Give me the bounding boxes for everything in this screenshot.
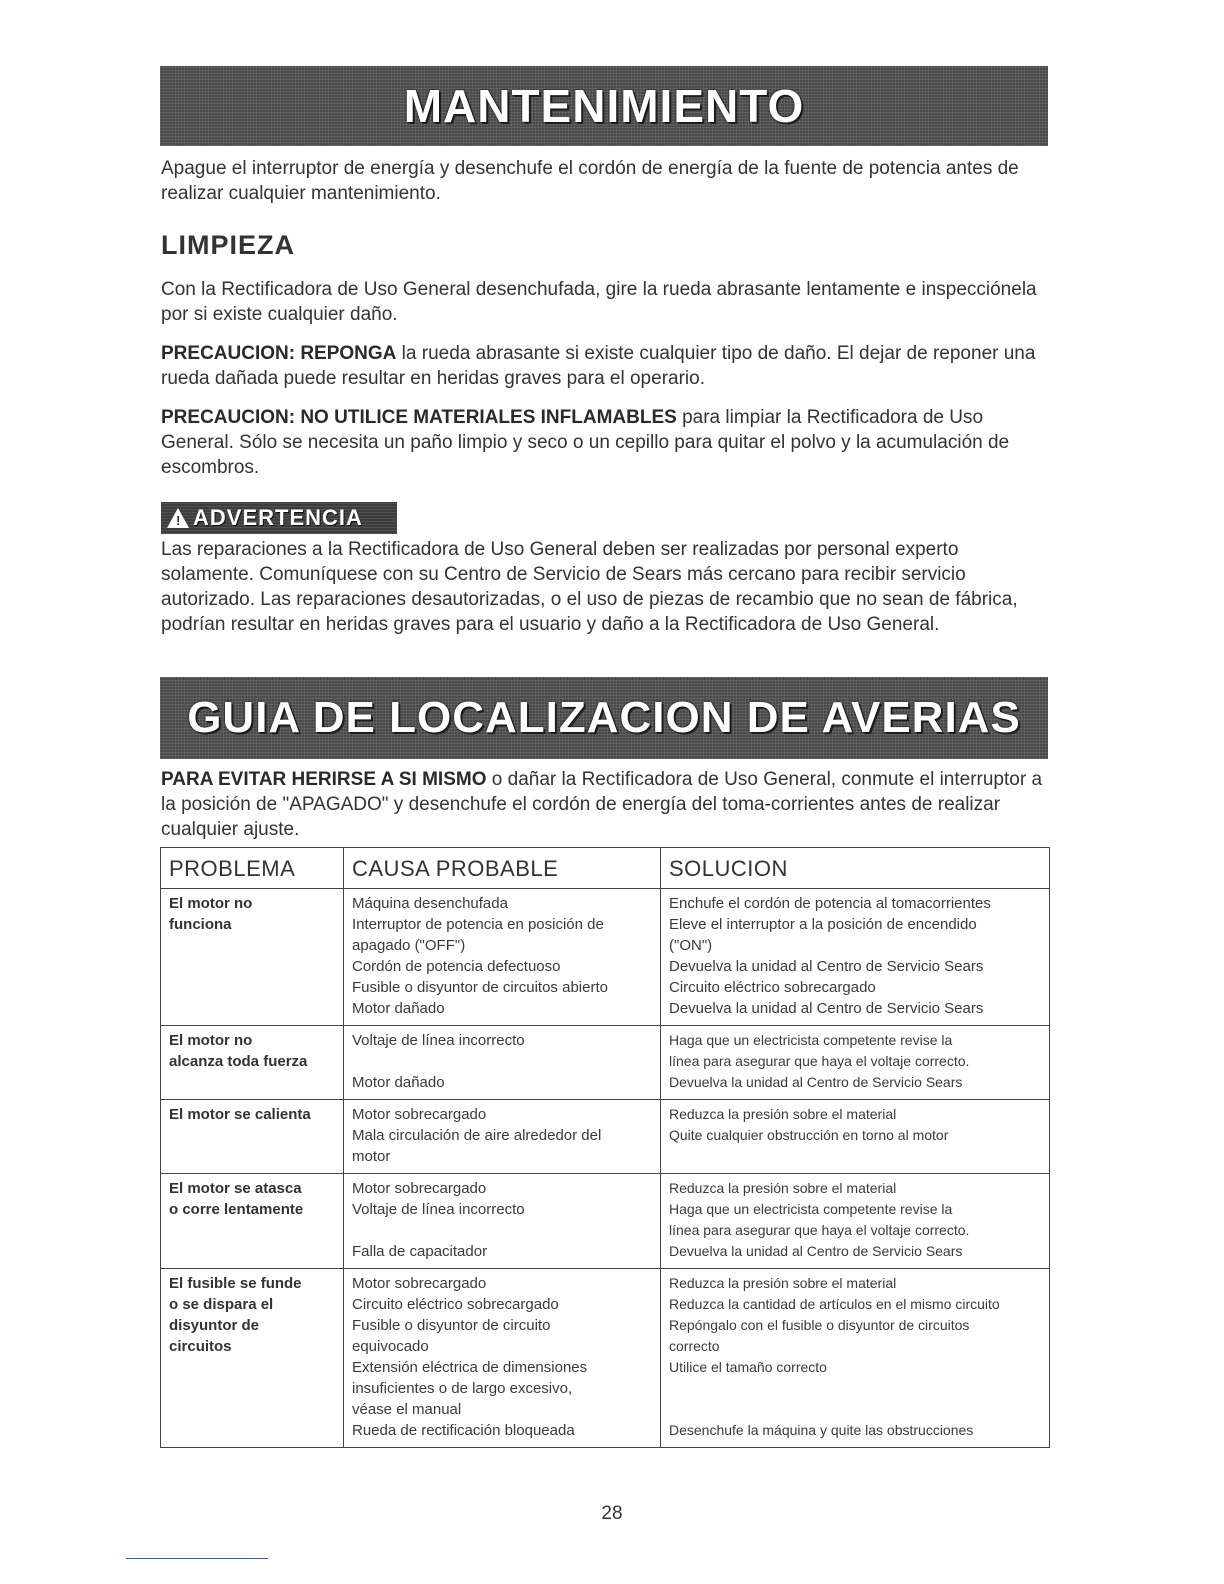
advertencia-text: Las reparaciones a la Rectificadora de Uso General deben ser realizadas por personal experto solamente. Comuníquese con su Centro de Servicio de Sears más cercano para recibir servicio autorizado. Las reparaciones desautorizadas, o el uso de piezas de recambio que no sean de fábrica, podrían resultar en heridas graves para el usuario y daño a la Rectificadora de Uso General. — [161, 539, 1018, 635]
cause-line: Fusible o disyuntor de circuitos abierto — [352, 979, 608, 996]
table-row — [161, 1269, 1050, 1448]
cause-line: Circuito eléctrico sobrecargado — [352, 1296, 559, 1313]
problem-line: El motor se calienta — [169, 1106, 311, 1123]
section-banner-mantenimiento — [160, 66, 1048, 146]
cause-line: Motor sobrecargado — [352, 1180, 487, 1197]
caution-label: PRECAUCION: NO UTILICE MATERIALES INFLAMABLES — [161, 407, 677, 428]
cause-line: Motor sobrecargado — [352, 1106, 487, 1123]
solution-line: Devuelva la unidad al Centro de Servicio Sears — [669, 1074, 963, 1090]
maintenance-intro: Apague el interruptor de energía y desenchufe el cordón de energía de la fuente de potencia antes de realizar cualquier mantenimiento. — [161, 158, 1019, 204]
caution-text: la rueda abrasante si existe cualquier tipo de daño. El dejar de reponer una rueda dañada puede resultar en heridas graves para el operario. — [161, 343, 1036, 389]
solution-line: Reduzca la presión sobre el material — [669, 1275, 897, 1291]
section-title: MANTENIMIENTO — [403, 80, 805, 132]
solution-line — [669, 1399, 1041, 1420]
problem-line: El motor se atasca — [169, 1180, 302, 1197]
precaucion-inflamables — [161, 405, 1051, 480]
footer-rule — [126, 1558, 268, 1559]
solution-cell — [661, 1269, 1050, 1448]
table-row — [161, 1026, 1050, 1100]
solution-line: Reduzca la presión sobre el material — [669, 1106, 897, 1122]
solution-cell — [661, 1174, 1050, 1269]
solution-line: Eleve el interruptor a la posición de encendido — [669, 916, 977, 933]
solution-line: línea para asegurar que haya el voltaje correcto. — [669, 1053, 970, 1069]
cause-line: Motor sobrecargado — [352, 1275, 487, 1292]
table-header-row — [161, 848, 1050, 889]
cause-line: Motor dañado — [352, 1000, 445, 1017]
cause-line: equivocado — [352, 1338, 429, 1355]
header-solucion: SOLUCION — [661, 848, 1050, 889]
cause-line: Fusible o disyuntor de circuito — [352, 1317, 551, 1334]
warning-triangle-icon: ! — [167, 508, 189, 528]
cause-cell — [344, 1269, 661, 1448]
section-title: GUIA DE LOCALIZACION DE AVERIAS — [187, 693, 1021, 742]
problem-cell — [161, 1100, 344, 1174]
cause-line: Interruptor de potencia en posición de — [352, 916, 604, 933]
cause-line — [352, 1051, 652, 1072]
problem-line: El motor no — [169, 1032, 253, 1049]
section-banner-guia — [160, 677, 1048, 759]
solution-line: Circuito eléctrico sobrecargado — [669, 979, 876, 996]
caution-text: para limpiar la Rectificadora de Uso General. Sólo se necesita un paño limpio y seco o un cepillo para quitar el polvo y la acumulación de escombros. — [161, 407, 1010, 478]
solution-line: Desenchufe la máquina y quite las obstrucciones — [669, 1422, 974, 1438]
cause-line: Máquina desenchufada — [352, 895, 508, 912]
problem-line: funciona — [169, 916, 232, 933]
cause-line: Voltaje de línea incorrecto — [352, 1032, 525, 1049]
cause-line: Mala circulación de aire alrededor del — [352, 1127, 602, 1144]
header-problema: PROBLEMA — [161, 848, 344, 889]
solution-cell — [661, 1100, 1050, 1174]
troubleshooting-table — [160, 847, 1050, 1448]
table-row — [161, 889, 1050, 1026]
problem-line: alcanza toda fuerza — [169, 1053, 308, 1070]
cause-line — [352, 1220, 652, 1241]
table-row — [161, 1174, 1050, 1269]
cause-line: Falla de capacitador — [352, 1243, 488, 1260]
page-number: 28 — [601, 1503, 623, 1524]
solution-line: línea para asegurar que haya el voltaje correcto. — [669, 1222, 970, 1238]
header-causa: CAUSA PROBABLE — [344, 848, 661, 889]
problem-cell — [161, 1026, 344, 1100]
solution-line: Devuelva la unidad al Centro de Servicio Sears — [669, 1243, 963, 1259]
solution-line: Devuelva la unidad al Centro de Servicio Sears — [669, 958, 984, 975]
guia-intro — [161, 767, 1051, 842]
solution-line: Haga que un electricista competente revise la — [669, 1032, 953, 1048]
solution-line: Utilice el tamaño correcto — [669, 1359, 827, 1375]
solution-cell — [661, 1026, 1050, 1100]
cause-line: Motor dañado — [352, 1074, 445, 1091]
problem-line: El motor no — [169, 895, 253, 912]
cause-cell — [344, 889, 661, 1026]
solution-line: Repóngalo con el fusible o disyuntor de circuitos — [669, 1317, 970, 1333]
problem-line: El fusible se funde — [169, 1275, 302, 1292]
advertencia-label: ADVERTENCIA — [193, 505, 363, 530]
solution-line: correcto — [669, 1338, 720, 1354]
solution-line — [669, 1378, 1041, 1399]
solution-line: Reduzca la cantidad de artículos en el mismo circuito — [669, 1296, 1000, 1312]
cause-line: motor — [352, 1148, 391, 1165]
solution-line: Enchufe el cordón de potencia al tomacorrientes — [669, 895, 991, 912]
caution-label: PRECAUCION: REPONGA — [161, 343, 397, 364]
problem-cell — [161, 889, 344, 1026]
problem-cell — [161, 1269, 344, 1448]
cause-cell — [344, 1100, 661, 1174]
cause-cell — [344, 1026, 661, 1100]
limpieza-heading: LIMPIEZA — [161, 230, 295, 260]
advertencia-badge — [161, 502, 397, 534]
solution-line: Reduzca la presión sobre el material — [669, 1180, 897, 1196]
cause-line: insuficientes o de largo excesivo, — [352, 1380, 573, 1397]
problem-line: o se dispara el — [169, 1296, 274, 1313]
cause-line: Extensión eléctrica de dimensiones — [352, 1359, 588, 1376]
problem-line: circuitos — [169, 1338, 232, 1355]
solution-line: Quite cualquier obstrucción en torno al motor — [669, 1127, 949, 1143]
guia-intro-text: o dañar la Rectificadora de Uso General, conmute el interruptor a la posición de "APAGADO" y desenchufe el cordón de energía del toma-corrientes antes de realizar cualquier ajuste. — [161, 769, 1043, 840]
table-row — [161, 1100, 1050, 1174]
solution-line: Devuelva la unidad al Centro de Servicio Sears — [669, 1000, 984, 1017]
cause-line: Cordón de potencia defectuoso — [352, 958, 561, 975]
limpieza-paragraph: Con la Rectificadora de Uso General desenchufada, gire la rueda abrasante lentamente e inspecciónela por si existe cualquier daño. — [161, 279, 1037, 325]
cause-line: Rueda de rectificación bloqueada — [352, 1422, 575, 1439]
guia-intro-bold: PARA EVITAR HERIRSE A SI MISMO — [161, 769, 487, 790]
solution-cell — [661, 889, 1050, 1026]
cause-cell — [344, 1174, 661, 1269]
solution-line: ("ON") — [669, 937, 713, 954]
cause-line: apagado ("OFF") — [352, 937, 466, 954]
cause-line: Voltaje de línea incorrecto — [352, 1201, 525, 1218]
precaucion-reponga — [161, 341, 1051, 391]
cause-line: véase el manual — [352, 1401, 462, 1418]
problem-line: o corre lentamente — [169, 1201, 304, 1218]
solution-line: Haga que un electricista competente revise la — [669, 1201, 953, 1217]
problem-line: disyuntor de — [169, 1317, 260, 1334]
problem-cell — [161, 1174, 344, 1269]
